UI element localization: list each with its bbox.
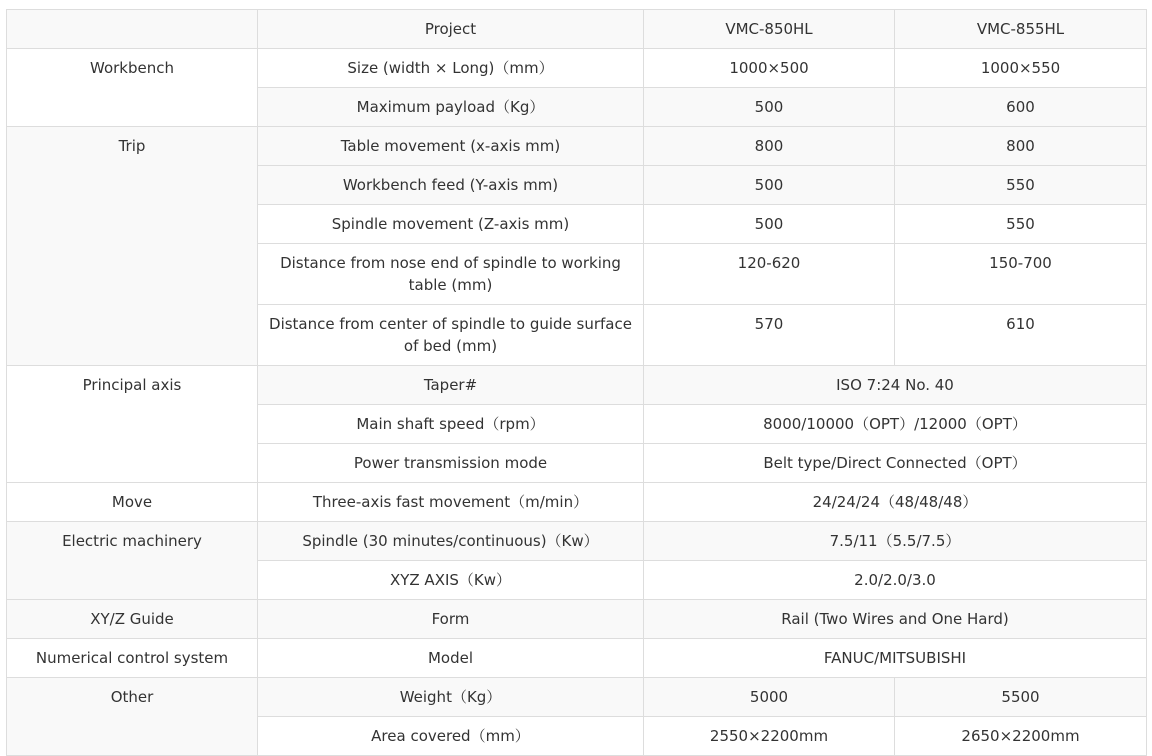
- corner-cell: [7, 10, 258, 49]
- row-label: XYZ AXIS（Kw）: [258, 561, 644, 600]
- value-a: 500: [644, 88, 895, 127]
- value-a: 570: [644, 305, 895, 366]
- value-b: 2650×2200mm: [895, 717, 1147, 756]
- group-numerical-control-system: Numerical control system: [7, 639, 258, 678]
- table-row: [7, 600, 1147, 639]
- value-a: 120-620: [644, 244, 895, 305]
- group-electric-machinery: Electric machinery: [7, 522, 258, 600]
- table-row: [7, 483, 1147, 522]
- value-a: 500: [644, 166, 895, 205]
- value-a: 500: [644, 205, 895, 244]
- value-merged: 24/24/24（48/48/48）: [644, 483, 1147, 522]
- row-label: Distance from center of spindle to guide surface of bed (mm): [258, 305, 644, 366]
- header-row: [7, 10, 1147, 49]
- group-trip: Trip: [7, 127, 258, 366]
- value-merged: 7.5/11（5.5/7.5）: [644, 522, 1147, 561]
- row-label: Distance from nose end of spindle to working table (mm): [258, 244, 644, 305]
- value-b: 5500: [895, 678, 1147, 717]
- row-label: Taper#: [258, 366, 644, 405]
- group-other: Other: [7, 678, 258, 756]
- row-label: Spindle movement (Z-axis mm): [258, 205, 644, 244]
- row-label: Size (width × Long)（mm）: [258, 49, 644, 88]
- row-label: Power transmission mode: [258, 444, 644, 483]
- value-merged: Rail (Two Wires and One Hard): [644, 600, 1147, 639]
- table-row: [7, 639, 1147, 678]
- value-merged: 2.0/2.0/3.0: [644, 561, 1147, 600]
- value-b: 1000×550: [895, 49, 1147, 88]
- group-move: Move: [7, 483, 258, 522]
- value-a: 5000: [644, 678, 895, 717]
- row-label: Maximum payload（Kg）: [258, 88, 644, 127]
- group-principal-axis: Principal axis: [7, 366, 258, 483]
- spec-table: [6, 9, 1147, 756]
- model-a-header: VMC-850HL: [644, 10, 895, 49]
- table-row: [7, 678, 1147, 717]
- value-merged: ISO 7:24 No. 40: [644, 366, 1147, 405]
- table-row: [7, 366, 1147, 405]
- table-row: [7, 49, 1147, 88]
- value-b: 550: [895, 205, 1147, 244]
- value-merged: Belt type/Direct Connected（OPT）: [644, 444, 1147, 483]
- group-xyz-guide: XY/Z Guide: [7, 600, 258, 639]
- row-label: Form: [258, 600, 644, 639]
- value-a: 1000×500: [644, 49, 895, 88]
- group-workbench: Workbench: [7, 49, 258, 127]
- model-b-header: VMC-855HL: [895, 10, 1147, 49]
- value-b: 800: [895, 127, 1147, 166]
- value-merged: FANUC/MITSUBISHI: [644, 639, 1147, 678]
- row-label: Area covered（mm）: [258, 717, 644, 756]
- row-label: Table movement (x-axis mm): [258, 127, 644, 166]
- value-b: 550: [895, 166, 1147, 205]
- row-label: Weight（Kg）: [258, 678, 644, 717]
- value-a: 800: [644, 127, 895, 166]
- value-b: 600: [895, 88, 1147, 127]
- row-label: Main shaft speed（rpm）: [258, 405, 644, 444]
- table-row: [7, 127, 1147, 166]
- project-header: Project: [258, 10, 644, 49]
- table-row: [7, 522, 1147, 561]
- row-label: Spindle (30 minutes/continuous)（Kw）: [258, 522, 644, 561]
- value-b: 610: [895, 305, 1147, 366]
- row-label: Workbench feed (Y-axis mm): [258, 166, 644, 205]
- value-a: 2550×2200mm: [644, 717, 895, 756]
- value-merged: 8000/10000（OPT）/12000（OPT）: [644, 405, 1147, 444]
- value-b: 150-700: [895, 244, 1147, 305]
- row-label: Three-axis fast movement（m/min）: [258, 483, 644, 522]
- row-label: Model: [258, 639, 644, 678]
